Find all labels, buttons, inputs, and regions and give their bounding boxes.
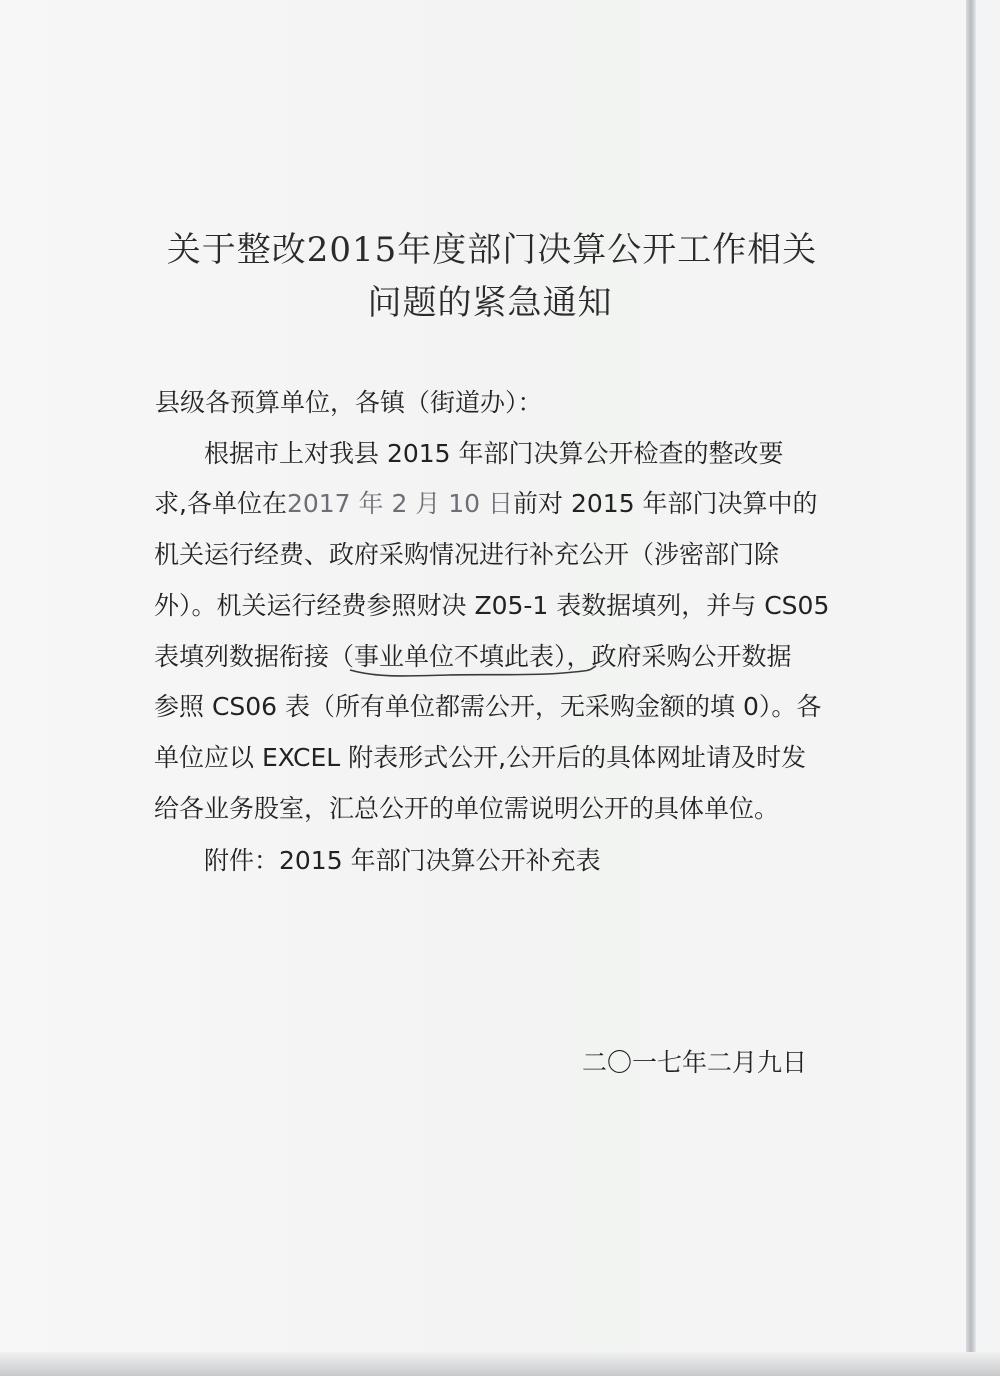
paper-bottom-edge: [0, 1352, 1000, 1376]
document-title-line-1: 关于整改2015年度部门决算公开工作相关: [166, 230, 818, 270]
salutation: 县级各预算单位，各镇（街道办）：: [155, 388, 543, 417]
body-line-2-part-b: 前对 2015 年部门决算中的: [513, 489, 818, 518]
document-title-line-2: 问题的紧急通知: [367, 283, 613, 323]
body-line-3: 机关运行经费、政府采购情况进行补充公开（涉密部门除: [154, 540, 780, 569]
attachment-line: 附件：2015 年部门决算公开补充表: [204, 846, 601, 875]
body-line-1: 根据市上对我县 2015 年部门决算公开检查的整改要: [204, 439, 784, 468]
body-line-7: 单位应以 EXCEL 附表形式公开,公开后的具体网址请及时发: [154, 743, 807, 772]
body-line-5: 表填列数据衔接（事业单位不填此表），政府采购公开数据: [154, 642, 792, 671]
body-line-8: 给各业务股室，汇总公开的单位需说明公开的具体单位。: [154, 794, 780, 823]
body-line-2: [154, 484, 818, 520]
issue-date: 二〇一七年二月九日: [582, 1048, 808, 1077]
deadline-date: 2017 年 2 月 10 日: [286, 489, 514, 518]
handwritten-underline: [348, 664, 598, 680]
body-line-4: 外）。机关运行经费参照财决 Z05-1 表数据填列，并与 CS05: [154, 591, 830, 620]
body-line-6: 参照 CS06 表（所有单位都需公开，无采购金额的填 0）。各: [154, 692, 822, 721]
paper-edge: [966, 0, 976, 1376]
body-line-2-part-a: 求,各单位在: [154, 489, 287, 518]
